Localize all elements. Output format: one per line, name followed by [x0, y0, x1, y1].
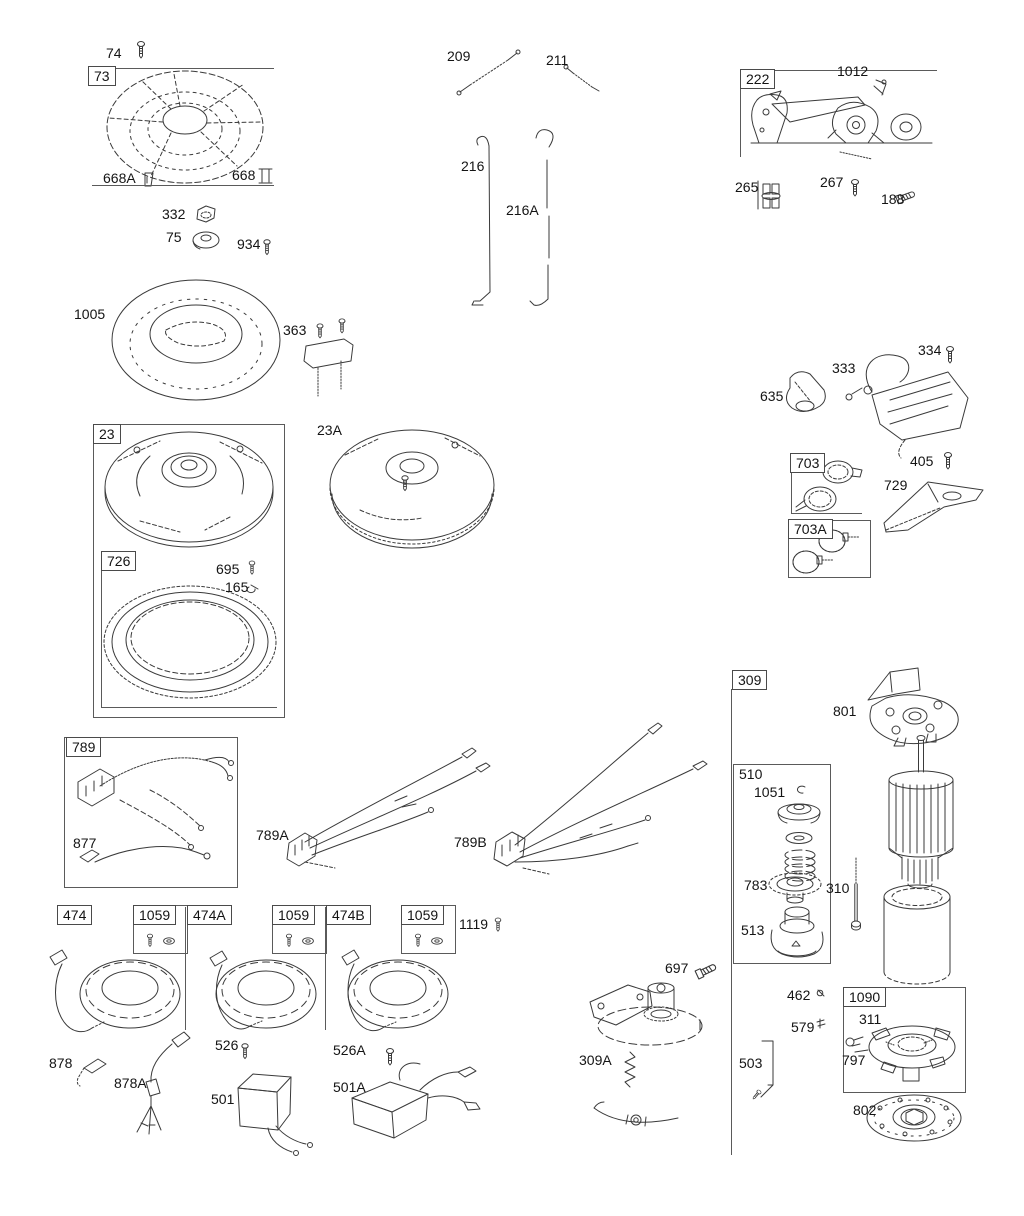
part-label-73: 73	[88, 66, 116, 86]
box-726-bottom-line	[101, 707, 277, 708]
part-label-1119: 1119	[459, 916, 489, 932]
box-309-left-line	[731, 689, 732, 1155]
part-label-579: 579	[791, 1019, 815, 1035]
connector-878-drawing	[77, 1059, 106, 1086]
screw-526-drawing	[242, 1044, 248, 1059]
part-label-934: 934	[237, 236, 261, 252]
part-label-1051: 1051	[754, 784, 786, 800]
part-label-797: 797	[842, 1052, 866, 1068]
bushing-265-drawing	[758, 181, 780, 209]
icon-462-drawing	[817, 990, 824, 996]
part-label-877: 877	[73, 835, 97, 851]
stator-474B-drawing	[342, 950, 448, 1031]
part-label-729: 729	[884, 477, 908, 493]
harness-789A-drawing	[287, 748, 490, 868]
screw-267-drawing	[852, 180, 859, 197]
part-label-165: 165	[225, 579, 249, 595]
part-label-878A: 878A	[114, 1075, 147, 1091]
part-label-474A: 474A	[187, 905, 232, 925]
part-label-501: 501	[211, 1091, 235, 1107]
starter-housing-drawing	[884, 885, 950, 984]
part-label-474B: 474B	[326, 905, 371, 925]
part-label-211: 211	[546, 52, 569, 68]
bracket-801-drawing	[868, 668, 958, 746]
part-label-1059-b: 1059	[272, 905, 315, 925]
part-label-267: 267	[820, 174, 844, 190]
part-label-526: 526	[215, 1037, 239, 1053]
part-label-75: 75	[166, 229, 182, 245]
part-label-526A: 526A	[333, 1042, 366, 1058]
part-label-333: 333	[832, 360, 856, 376]
part-label-726: 726	[101, 551, 136, 571]
part-label-332: 332	[162, 206, 186, 222]
control-assembly-222-drawing	[751, 91, 932, 159]
flywheel-23A-drawing	[330, 430, 494, 548]
part-label-74: 74	[106, 45, 122, 61]
regulator-501-drawing	[238, 1074, 313, 1156]
part-label-310: 310	[826, 880, 850, 896]
part-label-695: 695	[216, 561, 240, 577]
end-cap-802-drawing	[867, 1095, 961, 1141]
part-label-311: 311	[859, 1011, 882, 1027]
box-703-bottom-line	[791, 513, 862, 514]
part-label-188: 188	[881, 191, 905, 207]
part-label-1012: 1012	[837, 63, 869, 79]
part-label-703A: 703A	[788, 519, 833, 539]
part-label-405: 405	[910, 453, 934, 469]
part-label-309: 309	[732, 670, 767, 690]
box-23-outline	[93, 424, 285, 718]
part-label-1090: 1090	[843, 987, 886, 1007]
part-label-265: 265	[735, 179, 759, 195]
box-703-left-line	[791, 472, 792, 514]
part-label-1005: 1005	[74, 306, 106, 322]
part-label-510: 510	[739, 766, 763, 782]
stator-474-drawing	[50, 950, 180, 1032]
harness-789B-drawing	[494, 723, 707, 874]
screw-526A-drawing	[387, 1049, 394, 1066]
part-label-334: 334	[918, 342, 942, 358]
part-label-23A: 23A	[317, 422, 342, 438]
part-label-801: 801	[833, 703, 857, 719]
part-label-878: 878	[49, 1055, 73, 1071]
part-label-1059-a: 1059	[133, 905, 176, 925]
regulator-501A-drawing	[352, 1063, 480, 1138]
stator-474A-drawing	[210, 951, 316, 1029]
blower-fan-1005-drawing	[112, 280, 280, 400]
washer-75-drawing	[193, 232, 219, 249]
part-label-635: 635	[760, 388, 784, 404]
bolt-310-drawing	[852, 858, 861, 930]
boot-635-drawing	[786, 372, 825, 412]
clip-1012-drawing	[874, 80, 886, 95]
part-label-703: 703	[790, 453, 825, 473]
ignition-coil-333-drawing	[846, 355, 968, 458]
part-label-216: 216	[461, 158, 485, 174]
box-73-top-line	[92, 68, 274, 69]
part-label-462: 462	[787, 987, 811, 1003]
part-label-222: 222	[740, 69, 775, 89]
pin-668-drawing	[259, 169, 272, 183]
part-label-474: 474	[57, 905, 92, 925]
part-label-802: 802	[853, 1102, 877, 1118]
screw-334-drawing	[947, 347, 954, 364]
nut-332-drawing	[197, 206, 215, 222]
part-label-783: 783	[744, 877, 768, 893]
part-label-513: 513	[741, 922, 765, 938]
part-label-216A: 216A	[506, 202, 539, 218]
part-label-309A: 309A	[579, 1052, 612, 1068]
part-label-1059-c: 1059	[401, 905, 444, 925]
part-label-363: 363	[283, 322, 307, 338]
box-726-left-line	[101, 571, 102, 708]
bracket-363-drawing	[304, 319, 353, 396]
part-label-668: 668	[232, 167, 256, 183]
screw-74-drawing	[138, 42, 145, 59]
screw-934-drawing	[264, 240, 270, 255]
starter-armature-drawing	[889, 736, 953, 889]
part-label-789B: 789B	[454, 834, 487, 850]
part-label-23: 23	[93, 424, 121, 444]
icon-579-drawing	[817, 1019, 825, 1028]
part-label-503: 503	[739, 1055, 763, 1071]
part-label-789: 789	[66, 737, 101, 757]
box-789-outline	[64, 737, 238, 888]
part-label-209: 209	[447, 48, 471, 64]
bolt-697-drawing	[695, 962, 717, 979]
part-label-697: 697	[665, 960, 689, 976]
part-label-668A: 668A	[103, 170, 136, 186]
screw-1119-drawing	[495, 918, 501, 931]
screw-405-drawing	[945, 453, 952, 470]
part-label-501A: 501A	[333, 1079, 366, 1095]
spring-211-drawing	[564, 65, 599, 91]
part-label-789A: 789A	[256, 827, 289, 843]
